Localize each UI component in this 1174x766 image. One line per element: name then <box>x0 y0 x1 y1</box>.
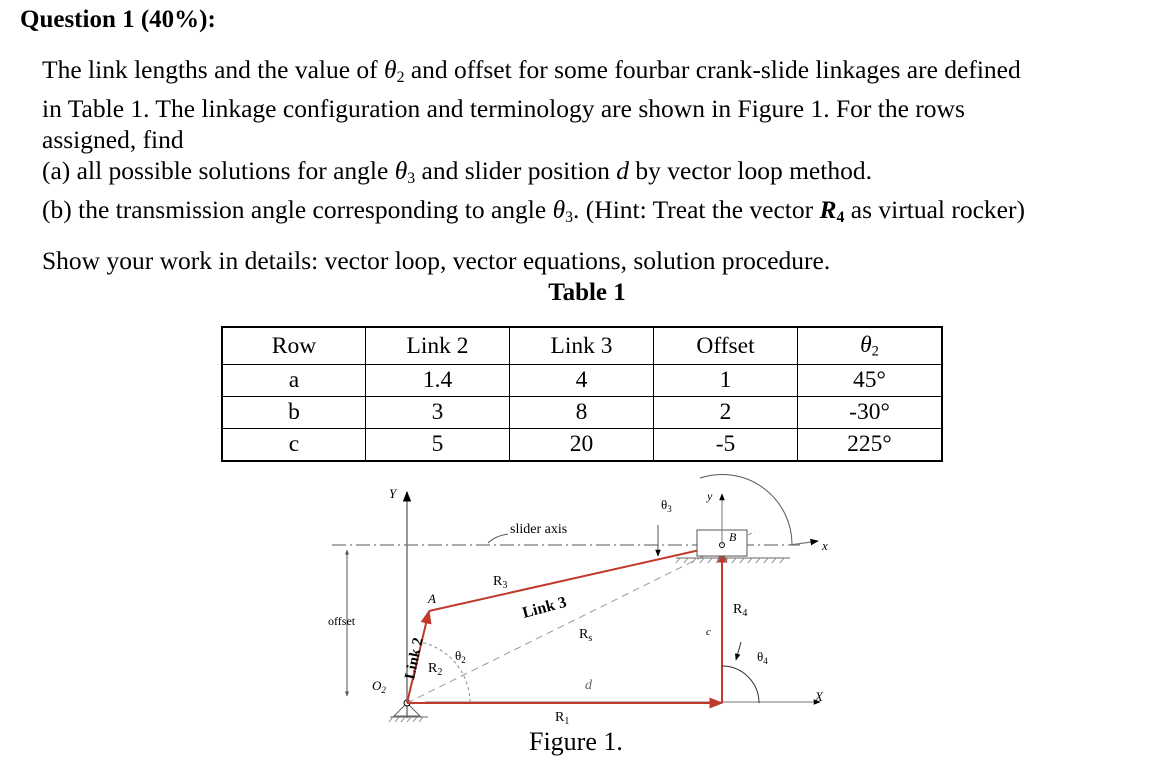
intro-line-2: in Table 1. The linkage configuration and terminology are shown in Figure 1. For the rows <box>42 93 965 123</box>
coupler-link-3 <box>429 545 722 611</box>
table-cell: 20 <box>510 429 654 462</box>
part-a: (a) all possible solutions for angle $\theta_3$ and slider position d by vector loop method. <box>42 155 872 187</box>
theta2-label: $\theta_2$ <box>455 648 466 665</box>
table-cell: a <box>222 365 366 397</box>
table-cell: 1 <box>654 365 798 397</box>
linkage-figure <box>0 470 1174 726</box>
d-label: d <box>585 678 592 693</box>
r3-label: $R_3$ <box>493 574 508 591</box>
show-work-instruction: Show your work in details: vector loop, vector equations, solution procedure. <box>42 246 831 275</box>
rs-label: $R_s$ <box>579 627 593 644</box>
theta4-label: $\theta_4$ <box>757 649 768 666</box>
question-text <box>42 54 1114 233</box>
r2-label: $R_2$ <box>428 661 443 678</box>
table-cell: -30° <box>798 397 943 429</box>
table-header-row <box>222 327 942 365</box>
table-cell: c <box>222 429 366 462</box>
theta3-label: $\theta_3$ <box>661 497 672 514</box>
link3-label: Link 3 <box>520 593 569 622</box>
table-row <box>222 429 942 462</box>
theta4-arc <box>722 666 759 703</box>
part-b: (b) the transmission angle corresponding to angle $\theta_3$. (Hint: Treat the vector $R_4$ as virtual rocker) <box>42 194 1025 226</box>
table-row <box>222 365 942 397</box>
theta4-arrow <box>736 642 741 660</box>
header-offset: Offset <box>654 327 798 365</box>
question-heading: Question 1 (40%): <box>20 6 216 33</box>
ground-hatch-marks <box>389 717 423 722</box>
offset-label: offset <box>328 614 356 628</box>
r1-label: $R_1$ <box>555 710 570 726</box>
point-a-label: A <box>428 591 436 606</box>
global-x-label: X <box>815 689 823 704</box>
local-y-label: y <box>707 489 713 503</box>
header-link2: Link 2 <box>366 327 510 365</box>
table-row <box>222 397 942 429</box>
table-cell: -5 <box>654 429 798 462</box>
table-cell: 8 <box>510 397 654 429</box>
table-cell: 2 <box>654 397 798 429</box>
table-cell: 45° <box>798 365 943 397</box>
table-cell: b <box>222 397 366 429</box>
local-x-label: x <box>822 538 828 553</box>
table-cell: 4 <box>510 365 654 397</box>
o2-label: $O_2$ <box>372 678 386 695</box>
table-cell: 5 <box>366 429 510 462</box>
slider-axis-x-arrow <box>790 541 818 545</box>
table-cell: 225° <box>798 429 943 462</box>
global-y-label: Y <box>389 486 397 501</box>
slider-axis-leader <box>488 534 508 543</box>
header-link3: Link 3 <box>510 327 654 365</box>
intro-line-1: The link lengths and the value of $\theta_2$ and offset for some fourbar crank-slide linkages are defined <box>42 55 1021 86</box>
r4-label: $R_4$ <box>733 602 748 619</box>
c-label: c <box>706 626 711 638</box>
rs-vector <box>407 547 722 703</box>
table-caption: Table 1 <box>548 279 626 306</box>
intro-line-3: assigned, find <box>42 124 184 154</box>
header-row: Row <box>222 327 366 365</box>
figure-caption: Figure 1. <box>529 727 623 756</box>
slider-ground-hatch <box>676 558 784 563</box>
linkage-table <box>221 326 943 462</box>
point-b-label: B <box>729 530 737 544</box>
link2-label: Link 2 <box>402 636 427 681</box>
header-theta2: $\theta_2$ <box>798 327 943 365</box>
slider-axis-label: slider axis <box>510 522 568 537</box>
table-cell: 3 <box>366 397 510 429</box>
table-cell: 1.4 <box>366 365 510 397</box>
